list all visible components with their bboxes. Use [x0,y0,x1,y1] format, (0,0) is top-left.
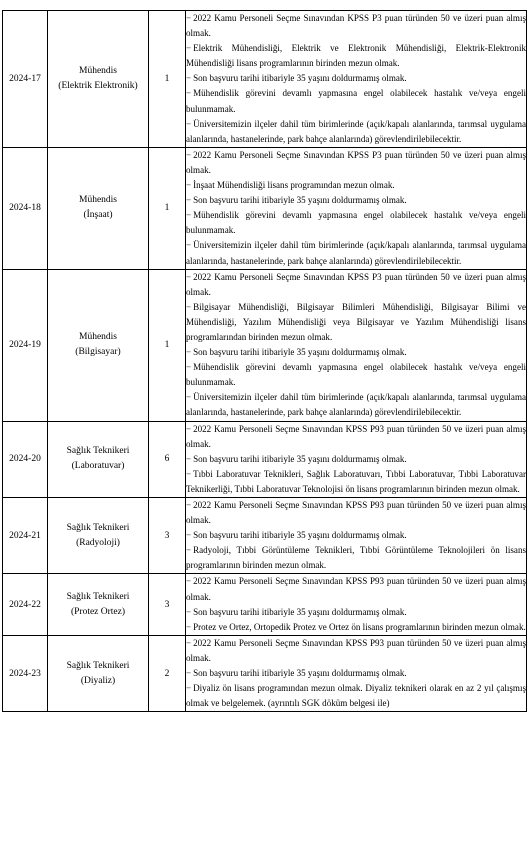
requirement-text: Protez ve Ortez, Ortopedik Protez ve Ortez ön lisans programlarının birinden mezun olmak. [193,621,526,632]
position-title-cell [48,498,149,574]
position-code: 2024-18 [3,147,48,269]
requirement-text: Üniversitemizin ilçeler dahil tüm birimlerinde (açık/kapalı alanlarında, tarımsal uygulama alanlarında, hastanelerinde, park bahçe alanlarında) görevlendirilebilecektir. [186,392,526,418]
bullet-dash: − [186,271,192,282]
bullet-dash: − [186,606,192,617]
bullet-dash: − [186,149,192,160]
position-subtitle: (Elektrik Elektronik) [58,80,138,91]
bullet-dash: − [186,392,192,403]
requirement-text: Tıbbi Laboratuvar Teknikleri, Sağlık Laboratuvarı, Tıbbi Laboratuvar, Tıbbi Laboratuvar Teknikerliği, Tıbbi Laboratuvar Teknolojisi ön lisans programlarının birinden mezun olmak. [186,468,526,494]
position-title-cell [48,421,149,497]
requirement-text: Elektrik Mühendisliği, Elektrik ve Elektronik Mühendisliği, Elektrik-Elektronik Mühendisliği lisans programlarının birinden mezun olmak. [186,43,526,69]
bullet-dash: − [186,73,192,84]
requirements-cell [186,147,527,269]
requirement-text: Mühendislik görevini devamlı yapmasına engel olabilecek hastalık ve/veya engeli bulunmamak. [186,88,526,114]
position-title: Mühendis [79,332,117,343]
bullet-dash: − [186,423,192,434]
bullet-dash: − [186,347,192,358]
position-title-cell [48,11,149,148]
bullet-dash: − [186,453,192,464]
table-body [3,11,527,712]
requirement-text: 2022 Kamu Personeli Seçme Sınavından KPSS P3 puan türünden 50 ve üzeri puan almış olmak. [186,149,526,175]
requirement-item [186,467,526,497]
position-code: 2024-21 [3,498,48,574]
requirement-item [186,86,526,116]
requirement-item [186,208,526,238]
requirement-item [186,178,526,193]
position-count: 3 [149,498,186,574]
table-row [3,269,527,421]
requirement-item [186,193,526,208]
table-row [3,11,527,148]
requirement-item [186,636,526,666]
table-row [3,635,527,711]
position-count: 3 [149,574,186,635]
position-code: 2024-17 [3,11,48,148]
table-row [3,574,527,635]
position-title-cell [48,147,149,269]
requirement-text: Son başvuru tarihi itibariyle 35 yaşını doldurmamış olmak. [193,606,407,617]
bullet-dash: − [186,576,192,587]
position-count: 6 [149,421,186,497]
requirement-item [186,41,526,71]
position-title-cell [48,269,149,421]
requirement-text: Son başvuru tarihi itibariyle 35 yaşını doldurmamış olmak. [193,73,407,84]
requirement-item [186,270,526,300]
requirement-text: Son başvuru tarihi itibariyle 35 yaşını doldurmamış olmak. [193,347,407,358]
requirement-text: 2022 Kamu Personeli Seçme Sınavından KPSS P3 puan türünden 50 ve üzeri puan almış olmak. [186,271,526,297]
bullet-dash: − [186,301,192,312]
bullet-dash: − [186,13,192,23]
bullet-dash: − [186,210,192,221]
position-title: Sağlık Teknikeri [66,660,130,671]
bullet-dash: − [186,468,192,479]
requirement-text: Son başvuru tarihi itibariyle 35 yaşını doldurmamış olmak. [193,530,407,541]
requirement-item [186,148,526,178]
bullet-dash: − [186,240,192,251]
requirement-text: Son başvuru tarihi itibariyle 35 yaşını doldurmamış olmak. [193,195,407,206]
position-code: 2024-23 [3,635,48,711]
position-subtitle: (Diyaliz) [80,675,116,686]
requirement-item [186,390,526,420]
bullet-dash: − [186,637,192,648]
position-code: 2024-22 [3,574,48,635]
requirement-item [186,452,526,467]
position-subtitle: (Protez Ortez) [70,606,126,617]
requirement-text: Mühendislik görevini devamlı yapmasına engel olabilecek hastalık ve/veya engeli bulunmamak. [186,362,526,388]
position-subtitle: (Laboratuvar) [71,461,125,472]
requirement-text: Son başvuru tarihi itibariyle 35 yaşını doldurmamış olmak. [193,668,407,679]
requirement-item [186,345,526,360]
bullet-dash: − [186,500,192,510]
requirement-text: Üniversitemizin ilçeler dahil tüm birimlerinde (açık/kapalı alanlarında, tarımsal uygulama alanlarında, hastanelerinde, park bahçe alanlarında) görevlendirilebilecektir. [186,118,526,144]
requirement-text: 2022 Kamu Personeli Seçme Sınavından KPSS P3 puan türünden 50 ve üzeri puan almış olmak. [186,13,526,39]
bullet-dash: − [186,668,192,679]
bullet-dash: − [186,180,192,191]
bullet-dash: − [186,88,192,99]
requirements-cell [186,421,527,497]
bullet-dash: − [186,195,192,206]
requirement-item [186,360,526,390]
position-count: 1 [149,11,186,148]
bullet-dash: − [186,545,192,556]
requirements-cell [186,269,527,421]
requirement-text: Son başvuru tarihi itibariyle 35 yaşını doldurmamış olmak. [193,453,407,464]
position-title: Sağlık Teknikeri [66,591,130,602]
requirement-text: İnşaat Mühendisliği lisans programından mezun olmak. [193,180,395,191]
bullet-dash: − [186,118,192,129]
requirement-item [186,605,526,620]
bullet-dash: − [186,43,192,54]
requirement-item [186,422,526,452]
requirement-item [186,620,526,635]
requirement-text: Üniversitemizin ilçeler dahil tüm birimlerinde (açık/kapalı alanlarında, tarımsal uygulama alanlarında, hastanelerinde, park bahçe alanlarında) görevlendirilebilecektir. [186,240,526,266]
position-code: 2024-20 [3,421,48,497]
requirements-cell [186,574,527,635]
requirement-text: Bilgisayar Mühendisliği, Bilgisayar Bilimleri Mühendisliği, Bilgisayar Bilimi ve Mühendisliği, Yazılım Mühendisliği veya Bilgisayar ve Yazılım Mühendisliği lisans programlarından birinden mezun olmak. [186,301,526,342]
requirement-item [186,300,526,345]
position-code: 2024-19 [3,269,48,421]
position-count: 1 [149,269,186,421]
position-subtitle: (Radyoloji) [76,537,120,548]
requirement-text: 2022 Kamu Personeli Seçme Sınavından KPSS P93 puan türünden 50 ve üzeri puan almış olmak. [186,637,526,663]
requirements-cell [186,498,527,574]
requirements-cell [186,635,527,711]
requirement-item [186,71,526,86]
requirement-item [186,11,526,41]
position-title-cell [48,635,149,711]
table-row [3,421,527,497]
requirement-text: 2022 Kamu Personeli Seçme Sınavından KPSS P93 puan türünden 50 ve üzeri puan almış olmak. [186,423,526,449]
requirement-text: Mühendislik görevini devamlı yapmasına engel olabilecek hastalık ve/veya engeli bulunmamak. [186,210,526,236]
requirement-item [186,666,526,681]
position-count: 1 [149,147,186,269]
requirement-item [186,681,526,711]
requirement-item [186,543,526,573]
requirement-text: 2022 Kamu Personeli Seçme Sınavından KPSS P93 puan türünden 50 ve üzeri puan almış olmak. [186,576,526,602]
position-subtitle: (Bilgisayar) [75,347,121,358]
position-count: 2 [149,635,186,711]
position-subtitle: (İnşaat) [83,210,113,221]
requirement-item [186,117,526,147]
job-requirements-table [2,10,527,712]
requirement-item [186,238,526,268]
requirement-item [186,574,526,604]
requirement-text: 2022 Kamu Personeli Seçme Sınavından KPSS P93 puan türünden 50 ve üzeri puan almış olmak. [186,500,526,526]
position-title-cell [48,574,149,635]
bullet-dash: − [186,362,192,373]
bullet-dash: − [186,683,192,694]
position-title: Mühendis [79,65,117,76]
requirement-text: Radyoloji, Tıbbi Görüntüleme Teknikleri, Tıbbi Görüntüleme Teknolojileri ön lisans programlarının birinden mezun olmak. [186,545,526,571]
requirement-item [186,498,526,528]
requirement-item [186,528,526,543]
position-title: Mühendis [79,195,117,206]
table-row [3,498,527,574]
requirement-text: Diyaliz ön lisans programından mezun olmak. Diyaliz teknikeri olarak en az 2 yıl çalışmış olmak ve belgelemek. (ayrıntılı SGK döküm belgesi ile) [186,683,526,709]
bullet-dash: − [186,530,192,541]
requirements-cell [186,11,527,148]
position-title: Sağlık Teknikeri [66,446,130,457]
position-title: Sağlık Teknikeri [66,522,130,533]
table-row [3,147,527,269]
bullet-dash: − [186,621,192,632]
